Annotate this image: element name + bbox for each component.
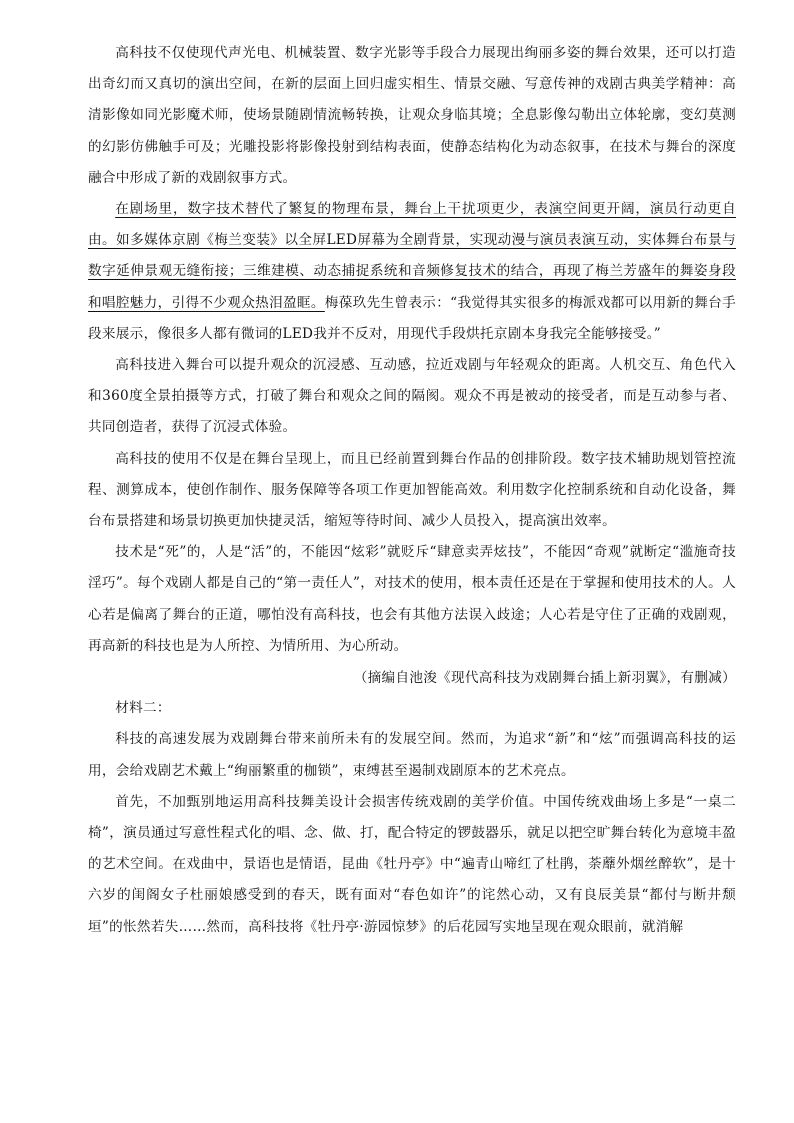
material1-paragraph-5: 技术是“死”的，人是“活”的，不能因“炫彩”就贬斥“肆意卖弄炫技”，不能因“奇观”就断定“滥施奇技淫巧”。每个戏剧人都是自己的“第一责任人”，对技术的使用，根本责任还是在于掌握和使用技术的人。人心若是偏离了舞台的正道，哪怕没有高科技，也会有其他方法误入歧途；人心若是守住了正确的戏剧观，再高新的科技也是为人所控、为情所用、为心所动。 — [88, 544, 736, 654]
material2-label: 材料二： — [115, 700, 171, 717]
underlined-passage: 在剧场里，数字技术替代了繁复的物理布景，舞台上干扰项更少，表演空间更开阔，演员行动更自由。如多媒体京剧《梅兰变装》以全屏LED屏幕为全剧背景，实现动漫与演员表演互动，实体舞台布景与数字延伸景观无缝衔接；三维建模、动态捕捉系统和音频修复技术的结合，再现了梅兰芳盛年的舞姿身段和唱腔魅力，引得不少观众热泪盈眶。 — [88, 201, 736, 311]
material1-paragraph-4: 高科技的使用不仅是在舞台呈现上，而且已经前置到舞台作品的创排阶段。数字技术辅助规划管控流程、测算成本，使创作制作、服务保障等各项工作更加智能高效。利用数字化控制系统和自动化设备，舞台布景搭建和场景切换更加快捷灵活，缩短等待时间、减少人员投入，提高演出效率。 — [88, 450, 736, 530]
paragraph-2-continuation: 梅葆玖先生曾表示：“我觉得其实很多的梅派戏都可以用新的舞台手段来展示，像很多人都有微词的LED我并不反对，用现代手段烘托京剧本身我完全能够接受。” — [88, 294, 736, 342]
material2-paragraph-1: 科技的高速发展为戏剧舞台带来前所未有的发展空间。然而，为追求“新”和“炫”而强调高科技的运用，会给戏剧艺术戴上“绚丽繁重的枷锁”，束缚甚至遏制戏剧原本的艺术亮点。 — [88, 731, 736, 779]
material2-paragraph-2: 首先，不加甄别地运用高科技舞美设计会损害传统戏剧的美学价值。中国传统戏曲场上多是“一桌二椅”，演员通过写意性程式化的唱、念、做、打，配合特定的锣鼓器乐，就足以把空旷舞台转化为意境丰盈的艺术空间。在戏曲中，景语也是情语，昆曲《牡丹亭》中“遍青山啼红了杜鹃，荼蘼外烟丝醉软”，是十六岁的闺阁女子杜丽娘感受到的春天，既有面对“春色如许”的诧然心动，又有良辰美景“都付与断井颓垣”的怅然若失……然而，高科技将《牡丹亭·游园惊梦》的后花园写实地呈现在观众眼前，就消解 — [88, 793, 736, 935]
material1-paragraph-3: 高科技进入舞台可以提升观众的沉浸感、互动感，拉近戏剧与年轻观众的距离。人机交互、角色代入和360度全景拍摄等方式，打破了舞台和观众之间的隔阂。观众不再是被动的接受者，而是互动参与者、共同创造者，获得了沉浸式体验。 — [88, 357, 736, 436]
material1-paragraph-1: 高科技不仅使现代声光电、机械装置、数字光影等手段合力展现出绚丽多姿的舞台效果，还可以打造出奇幻而又真切的演出空间，在新的层面上回归虚实相生、情景交融、写意传神的戏剧古典美学精神：高清影像如同光影魔术师，使场景随剧情流畅转换，让观众身临其境；全息影像勾勒出立体轮廓，变幻莫测的幻影仿佛触手可及；光雕投影将影像投射到结构表面，使静态结构化为动态叙事，在技术与舞台的深度融合中形成了新的戏剧叙事方式。 — [88, 45, 736, 186]
material1-paragraph-2 — [88, 194, 736, 350]
source-citation: （摘编自池浚《现代高科技为戏剧舞台插上新羽翼》，有删减） — [353, 670, 736, 686]
